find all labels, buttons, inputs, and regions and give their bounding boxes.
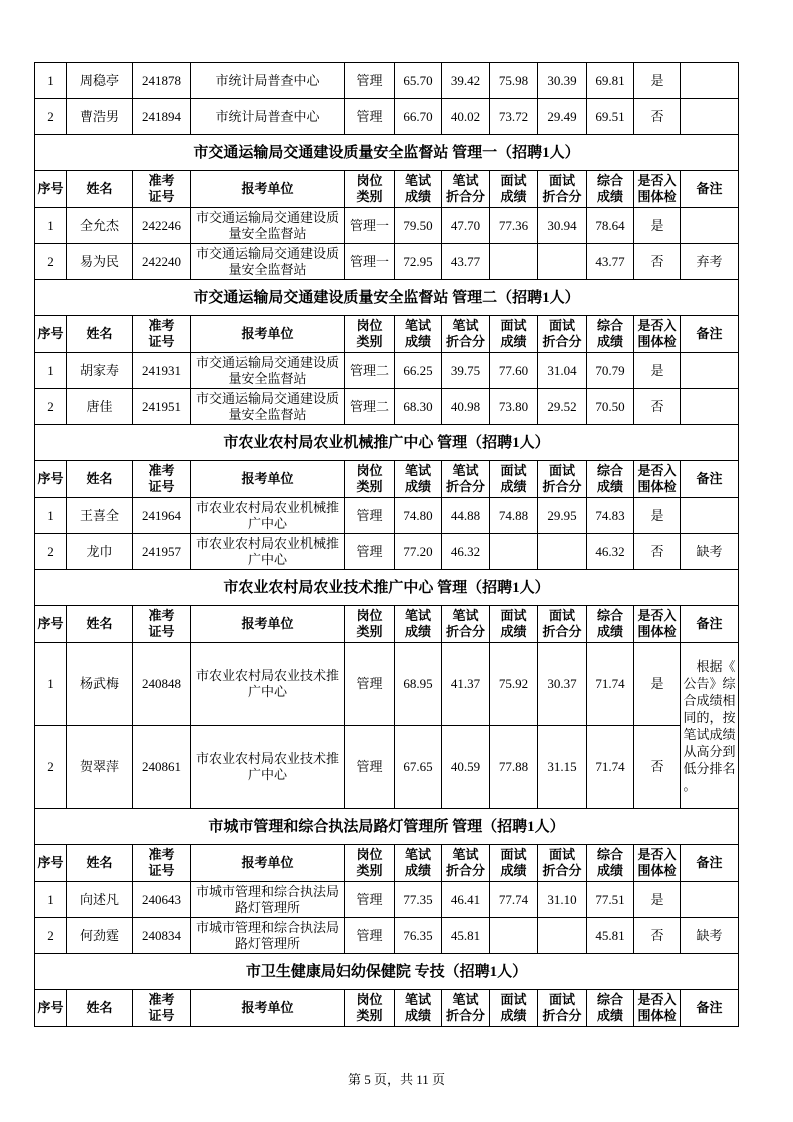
column-header-no: 序号 (35, 316, 67, 353)
cell-physical-exam: 否 (634, 244, 681, 280)
cell-post-type: 管理 (345, 63, 395, 99)
cell-note-merged (681, 643, 739, 809)
cell-written-converted: 47.70 (442, 208, 490, 244)
cell-note (681, 63, 739, 99)
cell-unit (191, 99, 345, 135)
column-header-note: 备注 (681, 845, 739, 882)
table-row (35, 726, 739, 809)
cell-unit (191, 498, 345, 534)
column-header-interview-converted: 面试 折合分 (538, 606, 587, 643)
table-row (35, 389, 739, 425)
cell-interview-score: 73.72 (490, 99, 538, 135)
column-header-exam-id: 准考 证号 (133, 606, 191, 643)
cell-no: 1 (35, 353, 67, 389)
cell-no: 2 (35, 534, 67, 570)
cell-written-converted: 39.42 (442, 63, 490, 99)
cell-note (681, 389, 739, 425)
cell-interview-converted: 31.10 (538, 882, 587, 918)
cell-name: 全允杰 (67, 208, 133, 244)
cell-written-converted: 39.75 (442, 353, 490, 389)
column-header-interview-converted: 面试 折合分 (538, 845, 587, 882)
column-header-physical-exam: 是否入 围体检 (634, 845, 681, 882)
cell-written-score: 68.30 (395, 389, 442, 425)
section-title: 市农业农村局农业技术推广中心 管理（招聘1人） (35, 570, 739, 606)
column-header-unit: 报考单位 (191, 461, 345, 498)
column-header-post-type: 岗位 类别 (345, 461, 395, 498)
column-header-interview-score: 面试 成绩 (490, 606, 538, 643)
column-header-physical-exam: 是否入 围体检 (634, 990, 681, 1027)
cell-note (681, 99, 739, 135)
cell-physical-exam: 是 (634, 208, 681, 244)
column-header-no: 序号 (35, 606, 67, 643)
section-title: 市卫生健康局妇幼保健院 专技（招聘1人） (35, 954, 739, 990)
column-header-note: 备注 (681, 606, 739, 643)
column-header-name: 姓名 (67, 606, 133, 643)
cell-note (681, 498, 739, 534)
cell-post-type: 管理 (345, 726, 395, 809)
cell-total-score: 69.51 (587, 99, 634, 135)
column-header-exam-id: 准考 证号 (133, 845, 191, 882)
cell-exam-id: 241894 (133, 99, 191, 135)
column-header-written-converted: 笔试 折合分 (442, 316, 490, 353)
table-row (35, 208, 739, 244)
column-header-written-score: 笔试 成绩 (395, 845, 442, 882)
cell-physical-exam: 是 (634, 882, 681, 918)
cell-interview-score (490, 244, 538, 280)
cell-unit (191, 643, 345, 726)
results-table-body (35, 63, 739, 1027)
unit-text: 市统计局普查中心 (215, 72, 320, 88)
cell-physical-exam: 是 (634, 353, 681, 389)
column-header-interview-converted: 面试 折合分 (538, 171, 587, 208)
column-header-name: 姓名 (67, 171, 133, 208)
cell-written-score: 67.65 (395, 726, 442, 809)
cell-total-score: 45.81 (587, 918, 634, 954)
column-header-written-converted: 笔试 折合分 (442, 606, 490, 643)
cell-physical-exam: 是 (634, 498, 681, 534)
column-header-written-score: 笔试 成绩 (395, 316, 442, 353)
cell-post-type: 管理一 (345, 208, 395, 244)
cell-written-score: 72.95 (395, 244, 442, 280)
column-header-total-score: 综合 成绩 (587, 171, 634, 208)
unit-text: 市农业农村局农业技术推广中心 (196, 668, 340, 699)
unit-text: 市城市管理和综合执法局路灯管理所 (196, 919, 340, 951)
cell-post-type: 管理二 (345, 389, 395, 425)
unit-text: 市交通运输局交通建设质量安全监督站 (196, 354, 340, 386)
table-row (35, 534, 739, 570)
cell-name: 王喜全 (67, 498, 133, 534)
cell-interview-converted: 31.04 (538, 353, 587, 389)
column-header-total-score: 综合 成绩 (587, 606, 634, 643)
cell-note: 缺考 (681, 918, 739, 954)
cell-interview-converted (538, 918, 587, 954)
column-header-no: 序号 (35, 171, 67, 208)
cell-total-score: 43.77 (587, 244, 634, 280)
cell-physical-exam: 否 (634, 389, 681, 425)
unit-text: 市交通运输局交通建设质量安全监督站 (196, 209, 340, 241)
cell-exam-id: 240861 (133, 726, 191, 809)
column-header-written-score: 笔试 成绩 (395, 461, 442, 498)
cell-written-converted: 43.77 (442, 244, 490, 280)
cell-name: 唐佳 (67, 389, 133, 425)
column-header-written-converted: 笔试 折合分 (442, 171, 490, 208)
unit-text: 市农业农村局农业机械推广中心 (196, 535, 340, 567)
section-title-row (35, 809, 739, 845)
column-header-name: 姓名 (67, 316, 133, 353)
cell-total-score: 71.74 (587, 726, 634, 809)
cell-interview-converted: 29.95 (538, 498, 587, 534)
column-header-physical-exam: 是否入 围体检 (634, 606, 681, 643)
cell-name: 贺翠萍 (67, 726, 133, 809)
cell-total-score: 70.50 (587, 389, 634, 425)
column-header-interview-score: 面试 成绩 (490, 990, 538, 1027)
unit-text: 市交通运输局交通建设质量安全监督站 (196, 245, 340, 277)
cell-written-score: 77.20 (395, 534, 442, 570)
section-title-row (35, 280, 739, 316)
column-header-written-score: 笔试 成绩 (395, 171, 442, 208)
cell-post-type: 管理 (345, 643, 395, 726)
cell-interview-converted: 31.15 (538, 726, 587, 809)
column-header-written-score: 笔试 成绩 (395, 990, 442, 1027)
cell-unit (191, 353, 345, 389)
cell-unit (191, 244, 345, 280)
cell-unit (191, 918, 345, 954)
column-header-post-type: 岗位 类别 (345, 990, 395, 1027)
table-row (35, 918, 739, 954)
cell-interview-score: 77.74 (490, 882, 538, 918)
column-header-interview-converted: 面试 折合分 (538, 990, 587, 1027)
cell-post-type: 管理 (345, 498, 395, 534)
cell-physical-exam: 是 (634, 643, 681, 726)
cell-note: 弃考 (681, 244, 739, 280)
unit-text: 市统计局普查中心 (215, 108, 320, 124)
cell-interview-score: 74.88 (490, 498, 538, 534)
cell-no: 2 (35, 389, 67, 425)
table-row (35, 63, 739, 99)
cell-total-score: 70.79 (587, 353, 634, 389)
table-row (35, 99, 739, 135)
cell-interview-score (490, 918, 538, 954)
cell-interview-score (490, 534, 538, 570)
cell-no: 1 (35, 208, 67, 244)
cell-physical-exam: 否 (634, 534, 681, 570)
column-header-note: 备注 (681, 171, 739, 208)
cell-exam-id: 240834 (133, 918, 191, 954)
cell-written-score: 65.70 (395, 63, 442, 99)
cell-written-converted: 44.88 (442, 498, 490, 534)
cell-interview-score: 75.98 (490, 63, 538, 99)
cell-written-converted: 40.59 (442, 726, 490, 809)
cell-total-score: 78.64 (587, 208, 634, 244)
column-header-physical-exam: 是否入 围体检 (634, 171, 681, 208)
cell-post-type: 管理 (345, 534, 395, 570)
cell-name: 杨武梅 (67, 643, 133, 726)
cell-interview-score: 73.80 (490, 389, 538, 425)
cell-unit (191, 208, 345, 244)
cell-written-score: 77.35 (395, 882, 442, 918)
cell-total-score: 69.81 (587, 63, 634, 99)
column-header-no: 序号 (35, 845, 67, 882)
cell-physical-exam: 否 (634, 918, 681, 954)
cell-note (681, 882, 739, 918)
column-header-total-score: 综合 成绩 (587, 990, 634, 1027)
unit-text: 市交通运输局交通建设质量安全监督站 (196, 390, 340, 422)
section-title: 市交通运输局交通建设质量安全监督站 管理一（招聘1人） (35, 135, 739, 171)
cell-no: 2 (35, 244, 67, 280)
column-header-unit: 报考单位 (191, 171, 345, 208)
cell-no: 1 (35, 643, 67, 726)
cell-note: 缺考 (681, 534, 739, 570)
column-header-written-converted: 笔试 折合分 (442, 461, 490, 498)
cell-post-type: 管理 (345, 99, 395, 135)
unit-text: 市农业农村局农业机械推广中心 (196, 499, 340, 531)
unit-text: 市农业农村局农业技术推广中心 (196, 751, 340, 782)
cell-interview-converted: 30.94 (538, 208, 587, 244)
cell-interview-converted: 30.39 (538, 63, 587, 99)
cell-physical-exam: 是 (634, 63, 681, 99)
cell-total-score: 46.32 (587, 534, 634, 570)
cell-interview-score: 77.88 (490, 726, 538, 809)
column-header-exam-id: 准考 证号 (133, 171, 191, 208)
cell-exam-id: 242240 (133, 244, 191, 280)
cell-note (681, 353, 739, 389)
cell-post-type: 管理 (345, 918, 395, 954)
column-header-no: 序号 (35, 990, 67, 1027)
column-header-interview-score: 面试 成绩 (490, 845, 538, 882)
table-row (35, 244, 739, 280)
column-header-written-score: 笔试 成绩 (395, 606, 442, 643)
column-header-name: 姓名 (67, 990, 133, 1027)
cell-written-converted: 40.98 (442, 389, 490, 425)
cell-no: 2 (35, 918, 67, 954)
results-table (34, 62, 739, 1027)
cell-post-type: 管理二 (345, 353, 395, 389)
column-header-no: 序号 (35, 461, 67, 498)
cell-no: 1 (35, 63, 67, 99)
cell-written-converted: 46.41 (442, 882, 490, 918)
cell-written-converted: 40.02 (442, 99, 490, 135)
cell-name: 胡家寿 (67, 353, 133, 389)
cell-exam-id: 241957 (133, 534, 191, 570)
cell-unit (191, 882, 345, 918)
cell-name: 周稳亭 (67, 63, 133, 99)
column-header-note: 备注 (681, 316, 739, 353)
column-header-row (35, 316, 739, 353)
cell-total-score: 77.51 (587, 882, 634, 918)
cell-exam-id: 242246 (133, 208, 191, 244)
table-row (35, 643, 739, 726)
cell-written-score: 76.35 (395, 918, 442, 954)
section-title: 市交通运输局交通建设质量安全监督站 管理二（招聘1人） (35, 280, 739, 316)
cell-physical-exam: 否 (634, 99, 681, 135)
cell-exam-id: 241878 (133, 63, 191, 99)
cell-total-score: 74.83 (587, 498, 634, 534)
column-header-row (35, 606, 739, 643)
cell-written-converted: 46.32 (442, 534, 490, 570)
cell-exam-id: 241931 (133, 353, 191, 389)
cell-post-type: 管理 (345, 882, 395, 918)
cell-no: 2 (35, 99, 67, 135)
cell-exam-id: 241951 (133, 389, 191, 425)
cell-total-score: 71.74 (587, 643, 634, 726)
cell-interview-score: 77.60 (490, 353, 538, 389)
cell-name: 曹浩男 (67, 99, 133, 135)
column-header-unit: 报考单位 (191, 990, 345, 1027)
section-title-row (35, 570, 739, 606)
cell-written-score: 68.95 (395, 643, 442, 726)
cell-note (681, 208, 739, 244)
column-header-exam-id: 准考 证号 (133, 990, 191, 1027)
section-title-row (35, 954, 739, 990)
cell-exam-id: 240848 (133, 643, 191, 726)
column-header-note: 备注 (681, 461, 739, 498)
cell-interview-converted: 29.49 (538, 99, 587, 135)
column-header-row (35, 990, 739, 1027)
column-header-post-type: 岗位 类别 (345, 316, 395, 353)
cell-interview-converted (538, 244, 587, 280)
column-header-total-score: 综合 成绩 (587, 316, 634, 353)
column-header-row (35, 171, 739, 208)
column-header-interview-converted: 面试 折合分 (538, 461, 587, 498)
column-header-interview-score: 面试 成绩 (490, 316, 538, 353)
cell-interview-converted: 30.37 (538, 643, 587, 726)
column-header-written-converted: 笔试 折合分 (442, 990, 490, 1027)
column-header-interview-score: 面试 成绩 (490, 461, 538, 498)
cell-name: 何劲霆 (67, 918, 133, 954)
column-header-post-type: 岗位 类别 (345, 845, 395, 882)
section-title: 市农业农村局农业机械推广中心 管理（招聘1人） (35, 425, 739, 461)
section-title-row (35, 425, 739, 461)
table-row (35, 353, 739, 389)
cell-exam-id: 241964 (133, 498, 191, 534)
column-header-name: 姓名 (67, 461, 133, 498)
cell-unit (191, 726, 345, 809)
cell-written-score: 74.80 (395, 498, 442, 534)
page-footer: 第 5 页，共 11 页 (347, 1072, 446, 1087)
column-header-row (35, 461, 739, 498)
section-title-row (35, 135, 739, 171)
column-header-exam-id: 准考 证号 (133, 461, 191, 498)
cell-interview-score: 77.36 (490, 208, 538, 244)
cell-no: 1 (35, 882, 67, 918)
column-header-total-score: 综合 成绩 (587, 845, 634, 882)
column-header-written-converted: 笔试 折合分 (442, 845, 490, 882)
cell-written-converted: 45.81 (442, 918, 490, 954)
cell-interview-converted: 29.52 (538, 389, 587, 425)
column-header-physical-exam: 是否入 围体检 (634, 461, 681, 498)
cell-post-type: 管理一 (345, 244, 395, 280)
cell-name: 易为民 (67, 244, 133, 280)
cell-unit (191, 389, 345, 425)
cell-physical-exam: 否 (634, 726, 681, 809)
cell-written-score: 66.70 (395, 99, 442, 135)
column-header-post-type: 岗位 类别 (345, 606, 395, 643)
table-row (35, 498, 739, 534)
column-header-unit: 报考单位 (191, 845, 345, 882)
column-header-interview-converted: 面试 折合分 (538, 316, 587, 353)
column-header-interview-score: 面试 成绩 (490, 171, 538, 208)
cell-no: 1 (35, 498, 67, 534)
unit-text: 市城市管理和综合执法局路灯管理所 (196, 883, 340, 915)
cell-name: 龙巾 (67, 534, 133, 570)
note-text: 根据《公告》综合成绩相同的，按笔试成绩从高分到低分排名。 (683, 658, 736, 793)
cell-unit (191, 63, 345, 99)
column-header-exam-id: 准考 证号 (133, 316, 191, 353)
cell-written-score: 66.25 (395, 353, 442, 389)
cell-interview-converted (538, 534, 587, 570)
cell-interview-score: 75.92 (490, 643, 538, 726)
column-header-name: 姓名 (67, 845, 133, 882)
cell-written-converted: 41.37 (442, 643, 490, 726)
cell-written-score: 79.50 (395, 208, 442, 244)
cell-no: 2 (35, 726, 67, 809)
cell-exam-id: 240643 (133, 882, 191, 918)
section-title: 市城市管理和综合执法局路灯管理所 管理（招聘1人） (35, 809, 739, 845)
column-header-total-score: 综合 成绩 (587, 461, 634, 498)
column-header-post-type: 岗位 类别 (345, 171, 395, 208)
cell-name: 向述凡 (67, 882, 133, 918)
table-row (35, 882, 739, 918)
column-header-physical-exam: 是否入 围体检 (634, 316, 681, 353)
column-header-unit: 报考单位 (191, 316, 345, 353)
column-header-note: 备注 (681, 990, 739, 1027)
column-header-row (35, 845, 739, 882)
cell-unit (191, 534, 345, 570)
column-header-unit: 报考单位 (191, 606, 345, 643)
